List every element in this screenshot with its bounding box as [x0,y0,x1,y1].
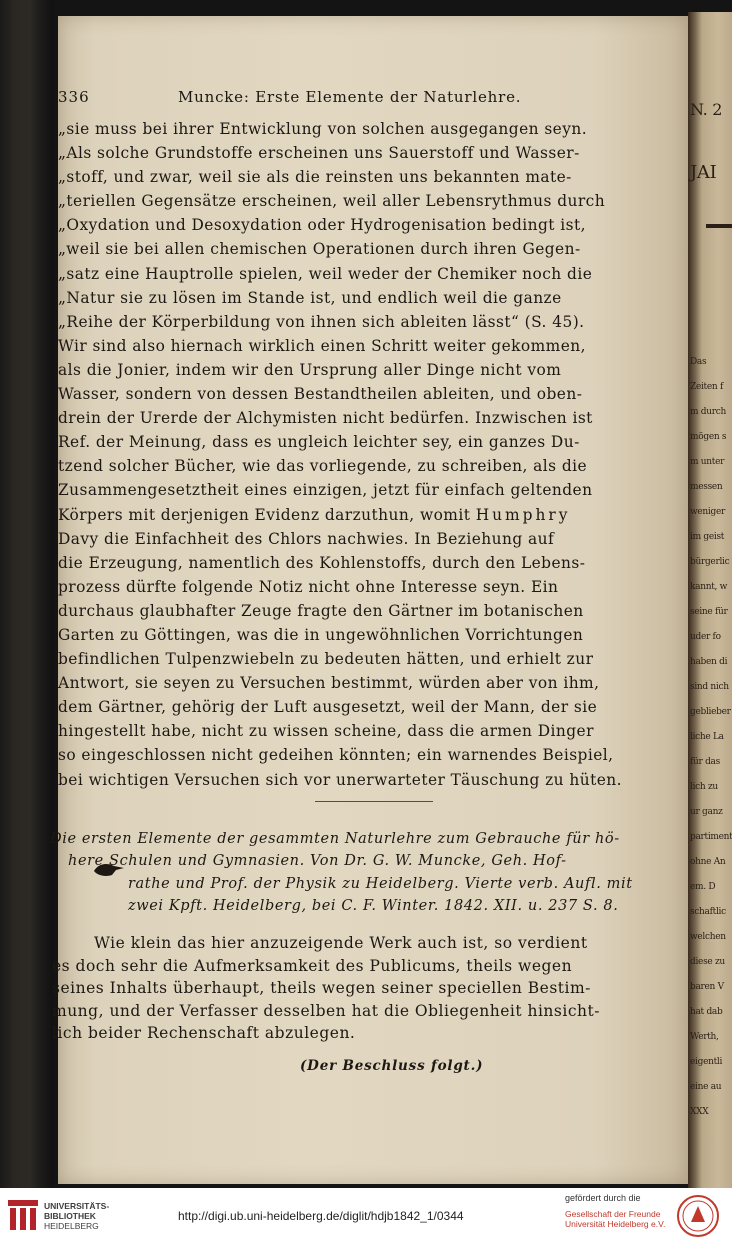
text-line: seines Inhalts überhaupt, theils wegen seiner speciellen Bestim- [52,979,591,997]
text-line: lich beider Rechenschaft abzulegen. [52,1024,356,1042]
text-line: Zusammengesetztheit eines einzigen, jetzt für einfach geltenden [58,481,593,500]
university-name-line: BIBLIOTHEK [44,1211,96,1221]
text-line: Garten zu Göttingen, was die in ungewöhnlichen Vorrichtungen [58,625,584,644]
text-line: tzend solcher Bücher, wie das vorliegende, zu schreiben, als die [58,457,588,476]
text-line: dem Gärtner, gehörig der Luft ausgesetzt, weil der Mann, der sie [58,698,598,717]
text-line: durchaus glaubhafter Zeuge fragte den Gärtner im botanischen [58,601,584,620]
page-number: 336 [58,88,90,106]
text-line: Wasser, sondern von dessen Bestandtheilen ableiten, und oben- [58,385,583,404]
bleed-fragment: bürgerlic [690,557,730,567]
text-line [58,503,668,527]
text-line: „sie muss bei ihrer Entwicklung von solchen ausgegangen seyn. [58,120,588,138]
bleed-fragment: XXX [690,1107,709,1117]
text-line: so eingeschlossen nicht gedeihen könnten; ein warnendes Beispiel, [58,746,614,765]
bleed-fragment: weniger [690,507,725,517]
text-line: Wir sind also hiernach wirklich einen Schritt weiter gekommen, [58,336,586,355]
text-line: als die Jonier, indem wir den Ursprung aller Dinge nicht vom [58,360,562,379]
bleed-fragment: baren V [690,982,724,992]
text-line: „stoff, und zwar, weil sie als die reinsten uns bekannten mate- [58,168,572,187]
text-line: es doch sehr die Aufmerksamkeit des Publicums, theils wegen [52,956,573,975]
text-line: „Reihe der Körperbildung von ihnen sich ableiten lässt“ (S. 45). [58,312,585,331]
sponsor-name [565,1209,665,1229]
bleed-fragment: Zeiten f [690,382,723,392]
text-line: drein der Urerde der Alchymisten nicht bedürfen. Inzwischen ist [58,409,593,428]
university-name-line: HEIDELBERG [44,1221,99,1231]
text-line: mung, und der Verfasser desselben hat die Obliegenheit hinsicht- [52,1001,600,1020]
page-header [58,88,552,108]
university-library-logo-icon [6,1196,40,1234]
text-line: Wie klein das hier anzuzeigende Werk auch ist, so verdient [94,934,588,952]
body-text [58,117,668,792]
bleed-fragment: diese zu [690,957,725,967]
text-line: bei wichtigen Versuchen sich vor unerwarteter Täuschung zu hüten. [58,770,622,789]
bleed-fragment: haben di [690,657,728,667]
bleed-fragment: ohne An [690,857,726,867]
bleed-fragment: eigentli [690,1057,723,1067]
bleed-fragment: ur ganz [690,807,723,817]
text-line: hingestellt habe, nicht zu wissen scheine, dass die armen Dinger [58,722,594,741]
document-url[interactable]: http://digi.ub.uni-heidelberg.de/diglit/hdjb1842_1/0344 [178,1209,464,1223]
bleed-fragment: liche La [690,732,724,742]
text-line: Davy die Einfachheit des Chlors nachwies. In Beziehung auf [58,529,555,548]
bleed-fragment: geblieber [690,707,731,717]
bleed-fragment: schaftlic [690,907,726,917]
bleed-fragment: hat dab [690,1007,723,1017]
review-body [52,932,672,1045]
sponsor-seal-icon [676,1194,720,1238]
heading-line: rathe und Prof. der Physik zu Heidelberg. Vierte verb. Aufl. mit [128,875,633,892]
bleed-fragment: em. D [690,882,716,892]
university-name [44,1201,109,1231]
bleed-fragment: im geist [690,532,725,542]
continuation-note: (Der Beschluss folgt.) [300,1058,484,1074]
text-line: „teriellen Gegensätze erscheinen, weil aller Lebensrythmus durch [58,192,606,211]
bleed-fragment: JAI [690,162,717,183]
bleed-fragment: uder fo [690,632,721,642]
bleed-fragment: welchen [690,932,726,942]
heading-line: zwei Kpft. Heidelberg, bei C. F. Winter. 1842. XII. u. 237 S. 8. [128,897,619,914]
section-divider [315,801,433,802]
bleed-fragment: mögen s [690,432,727,442]
bleed-rule [706,224,732,228]
spaced-name: Humphry [475,505,571,524]
bleed-fragment: m durch [690,407,726,417]
bleed-fragment: für das [690,757,720,767]
heading-line: Die ersten Elemente der gesammten Naturlehre zum Gebrauche für hö- [50,831,620,847]
text-line: Antwort, sie seyen zu Versuchen bestimmt, würden aber von ihm, [58,674,600,693]
bleed-fragment: eine au [690,1082,722,1092]
sponsor-name-line: Gesellschaft der Freunde [565,1209,661,1219]
text-line: befindlichen Tulpenzwiebeln zu bedeuten hätten, und erhielt zur [58,650,594,669]
text-line: prozess dürfte folgende Notiz nicht ohne Interesse seyn. Ein [58,577,559,596]
text-line: Ref. der Meinung, dass es ungleich leichter sey, ein ganzes Du- [58,433,580,452]
heading-line: here Schulen und Gymnasien. Von Dr. G. W. Muncke, Geh. Hof- [68,853,567,870]
running-head: Muncke: Erste Elemente der Naturlehre. [178,88,522,106]
bleed-fragment: sind nich [690,682,729,692]
adjacent-page-edge [688,12,732,1188]
review-heading [50,828,675,917]
bleed-fragment: N. 2 [690,100,723,119]
bleed-fragment: Werth, [690,1032,719,1042]
text-line: „Als solche Grundstoffe erscheinen uns Sauerstoff und Wasser- [58,144,580,163]
viewer-footer [0,1188,732,1243]
bleed-fragment: partiment [690,832,732,842]
bleed-fragment: Das [690,357,707,367]
bleed-fragment: lich zu [690,782,718,792]
bleed-fragment: messen [690,482,723,492]
text-line: die Erzeugung, namentlich des Kohlenstoffs, durch den Lebens- [58,553,586,572]
bleed-fragment: seine für [690,607,728,617]
text-line: „satz eine Hauptrolle spielen, weil weder der Chemiker noch die [58,264,593,283]
bleed-fragment: kannt, w [690,582,728,592]
text-line: „Oxydation und Desoxydation oder Hydrogenisation bedingt ist, [58,216,586,235]
sponsor-label: gefördert durch die [565,1193,641,1203]
text-line: „Natur sie zu lösen im Stande ist, und endlich weil die ganze [58,288,562,307]
university-name-line: UNIVERSITÄTS- [44,1201,110,1211]
sponsor-name-line: Universität Heidelberg e.V. [565,1219,666,1229]
text-line: „weil sie bei allen chemischen Operationen durch ihren Gegen- [58,240,581,259]
text-line-part: Körpers mit derjenigen Evidenz darzuthun, womit [58,505,471,524]
bleed-fragment: m unter [690,457,725,467]
